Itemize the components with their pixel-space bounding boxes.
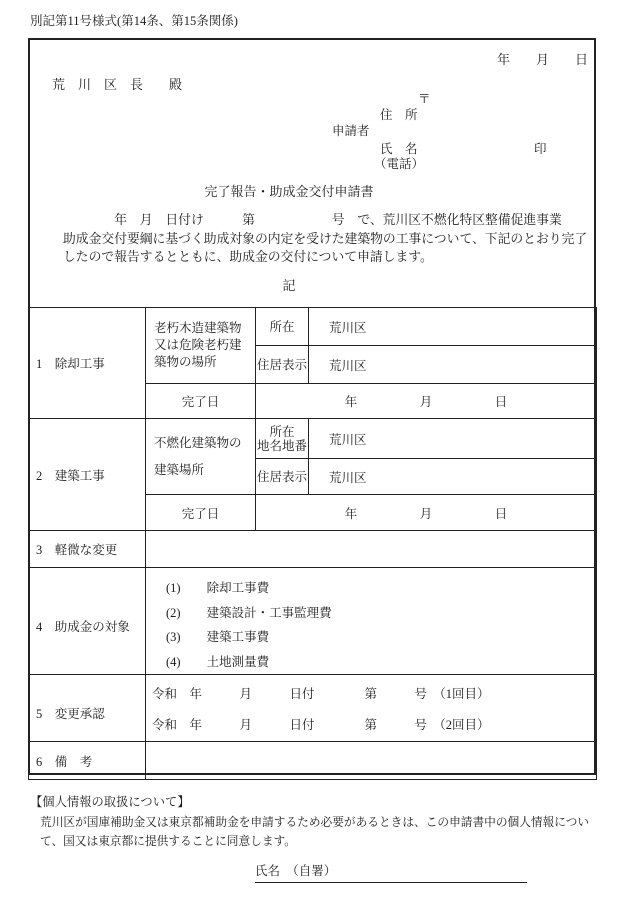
table-row bbox=[29, 675, 597, 742]
document-title: 完了報告・助成金交付申請書 bbox=[204, 184, 374, 199]
approval-line-1: 令和 年 月 日付 第 号 （1回目） bbox=[152, 687, 490, 701]
privacy-text-line-1: 荒川区が国庫補助金又は東京都補助金を申請するため必要があるときは、この申請書中の個人情報につい bbox=[40, 816, 590, 829]
row2-site-label-line-1: 所在 bbox=[269, 424, 295, 439]
form-border-box bbox=[28, 38, 596, 775]
name-label: 氏 名 bbox=[380, 142, 418, 156]
subsidy-item-1-no: (1) bbox=[166, 581, 181, 595]
row1-address-value-cell: 荒川区 bbox=[309, 346, 597, 384]
phone-label: （電話） bbox=[374, 157, 425, 171]
subsidy-item-2-no: (2) bbox=[166, 605, 181, 620]
row2-place-label-cell bbox=[146, 419, 256, 495]
privacy-text-line-2: て、国又は東京都に提供することに同意します。 bbox=[40, 835, 296, 848]
record-mark: 記 bbox=[282, 278, 296, 293]
body-line-2: 助成金交付要綱に基づく助成対象の内定を受けた建築物の工事について、下記のとおり完了 bbox=[63, 231, 588, 246]
subsidy-item-2-label: 建築設計・工事監理費 bbox=[206, 605, 332, 620]
subsidy-item-3-label: 建築工事費 bbox=[206, 630, 270, 644]
table-row bbox=[29, 308, 597, 346]
row1-site-value-cell: 荒川区 bbox=[309, 308, 597, 346]
row1-completion-label-cell: 完了日 bbox=[146, 384, 256, 419]
row2-completion-label-cell: 完了日 bbox=[146, 495, 256, 531]
row2-site-label-line-2: 地名地番 bbox=[257, 438, 308, 453]
addressee-label: 荒 川 区 長 殿 bbox=[52, 77, 183, 92]
table-row bbox=[29, 531, 597, 568]
row6-value-cell bbox=[146, 742, 597, 780]
row2-title-cell: 2 建築工事 bbox=[29, 419, 146, 531]
body-line-1: 年 月 日付け 第 号 で、荒川区不燃化特区整備促進事業 bbox=[63, 213, 562, 227]
row5-title-cell: 5 変更承認 bbox=[29, 675, 146, 742]
row2-address-value-cell: 荒川区 bbox=[309, 459, 597, 495]
body-paragraph bbox=[63, 211, 588, 267]
address-label: 住 所 bbox=[380, 108, 418, 122]
form-number: 別記第11号様式(第14条、第15条関係) bbox=[30, 14, 238, 28]
subsidy-item-3-no: (3) bbox=[166, 630, 181, 644]
subsidy-item-1 bbox=[166, 576, 596, 601]
row4-title-cell: 4 助成金の対象 bbox=[29, 568, 146, 675]
table-row bbox=[29, 568, 597, 675]
row2-site-label-cell bbox=[256, 419, 309, 459]
signature-field: 氏名 （自署） bbox=[255, 861, 527, 883]
row3-title-cell: 3 軽微な変更 bbox=[29, 531, 146, 568]
row3-value-cell bbox=[146, 531, 597, 568]
approval-line-2: 令和 年 月 日付 第 号 （2回目） bbox=[152, 718, 490, 732]
row4-items-cell bbox=[146, 568, 597, 675]
body-line-3: したので報告するとともに、助成金の交付について申請します。 bbox=[63, 250, 433, 264]
row1-site-label-cell: 所在 bbox=[256, 308, 309, 346]
row2-address-label-cell: 住居表示 bbox=[256, 459, 309, 495]
subsidy-item-4-label: 土地測量費 bbox=[206, 654, 270, 669]
table-row bbox=[29, 742, 597, 780]
row2-site-value-cell: 荒川区 bbox=[309, 419, 597, 459]
row5-value-cell bbox=[146, 675, 597, 742]
subsidy-item-1-label: 除却工事費 bbox=[206, 581, 270, 595]
row1-completion-date-cell: 年 月 日 bbox=[256, 384, 597, 419]
table-row bbox=[29, 419, 597, 459]
row2-completion-date-cell: 年 月 日 bbox=[256, 495, 597, 531]
subsidy-item-2 bbox=[166, 601, 596, 626]
seal-label: 印 bbox=[534, 142, 547, 156]
header-date-line: 年 月 日 bbox=[496, 52, 588, 67]
row2-place-line-2: 建築場所 bbox=[154, 462, 205, 477]
subsidy-item-4 bbox=[166, 650, 596, 675]
row6-title-cell: 6 備 考 bbox=[29, 742, 146, 780]
row1-place-label-cell: 老朽木造建築物又は危険老朽建築物の場所 bbox=[146, 308, 256, 384]
form-table bbox=[28, 307, 597, 780]
row1-title-cell: 1 除却工事 bbox=[29, 308, 146, 419]
applicant-label: 申請者 bbox=[332, 124, 370, 138]
row1-address-label-cell: 住居表示 bbox=[256, 346, 309, 384]
subsidy-item-4-no: (4) bbox=[166, 654, 181, 669]
privacy-heading: 【個人情報の取扱について】 bbox=[30, 795, 190, 809]
subsidy-item-3 bbox=[166, 625, 596, 650]
postal-mark: 〒 bbox=[418, 92, 431, 106]
row2-place-line-1: 不燃化建築物の bbox=[154, 435, 242, 450]
